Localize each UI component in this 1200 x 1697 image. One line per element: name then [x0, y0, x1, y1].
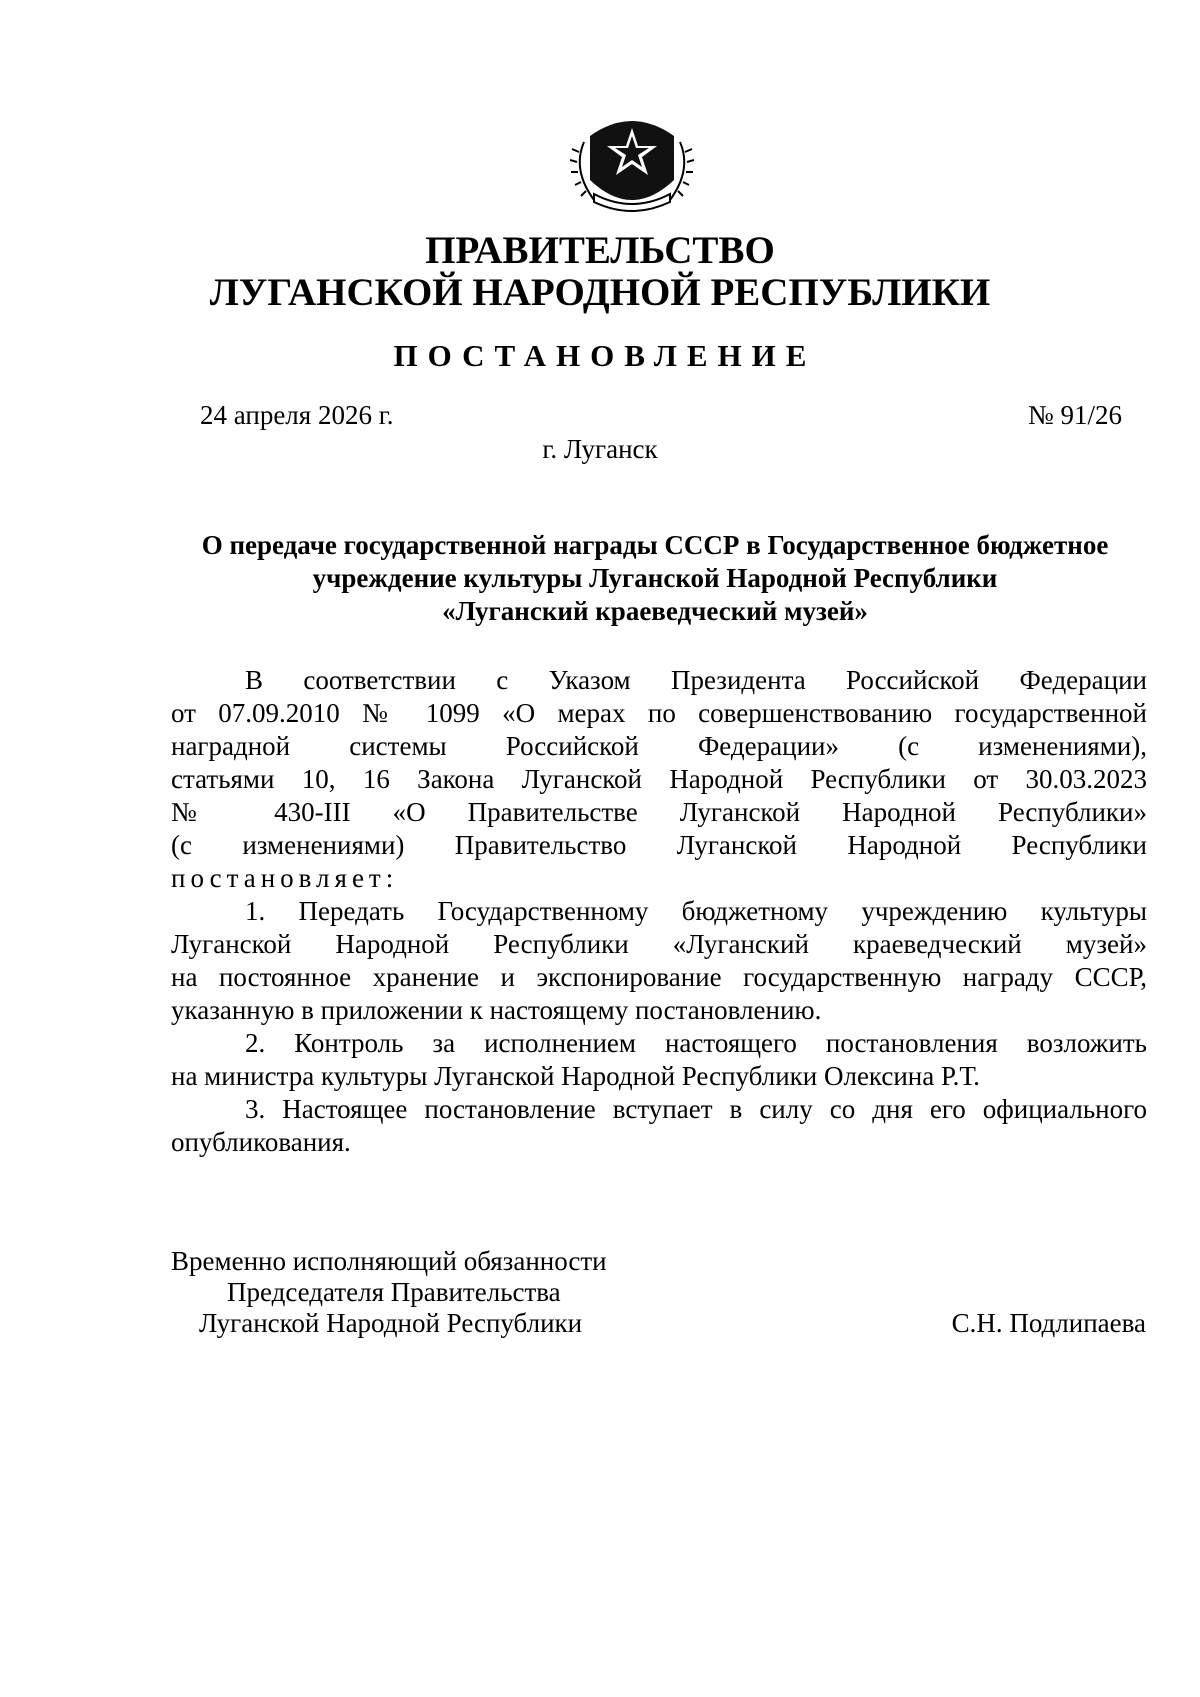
signatory-position: [171, 1246, 691, 1339]
preamble-line: В соответствии с Указом Президента Российской Федерации: [245, 665, 1147, 695]
item-3-line: опубликования.: [171, 1127, 351, 1157]
preamble-line: статьями 10, 16 Закона Луганской Народной Республики от 30.03.2023: [171, 764, 1147, 794]
item-2-line: 2. Контроль за исполнением настоящего постановления возложить: [245, 1028, 1147, 1058]
preamble-line: № 430-III «О Правительстве Луганской Народной Республики»: [171, 797, 1147, 827]
preamble-line: от 07.09.2010 № 1099 «О мерах по совершенствованию государственной: [171, 698, 1147, 728]
signatory-position-line: Временно исполняющий обязанности: [171, 1246, 607, 1276]
item-1-line: 1. Передать Государственному бюджетному учреждению культуры: [245, 896, 1147, 926]
item-1-line: на постоянное хранение и экспонирование государственную награду СССР,: [171, 962, 1147, 992]
preamble-line: наградной системы Российской Федерации» (с изменениями),: [171, 731, 1147, 761]
document-body: [171, 664, 1147, 1159]
subject-line: «Луганский краеведческий музей»: [442, 596, 868, 626]
item-1-line: Луганской Народной Республики «Луганский краеведческий музей»: [171, 929, 1147, 959]
coat-of-arms-emblem: [570, 108, 694, 220]
document-type-heading: ПОСТАНОВЛЕНИЕ: [393, 338, 817, 373]
subject-line: учреждение культуры Луганской Народной Республики: [312, 563, 998, 593]
signatory-position-line: Председателя Правительства: [227, 1277, 561, 1307]
document-date: 24 апреля 2026 г.: [200, 400, 394, 430]
subject-line: О передаче государственной награды СССР в Государственное бюджетное: [201, 530, 1109, 560]
government-title-line-2: ЛУГАНСКОЙ НАРОДНОЙ РЕСПУБЛИКИ: [209, 271, 991, 314]
document-city: г. Луганск: [542, 434, 658, 464]
item-2-line: на министра культуры Луганской Народной Республики Олексина Р.Т.: [171, 1061, 980, 1091]
signatory-name: С.Н. Подлипаева: [951, 1308, 1146, 1338]
government-title-line-1: ПРАВИТЕЛЬСТВО: [425, 229, 775, 272]
document-number: № 91/26: [1027, 400, 1122, 430]
decree-word: постановляет:: [171, 863, 399, 893]
item-3-line: 3. Настоящее постановление вступает в силу со дня его официального: [245, 1094, 1147, 1124]
document-subject: [160, 529, 1150, 628]
item-1-line: указанную в приложении к настоящему постановлению.: [171, 995, 822, 1025]
signatory-position-line: Луганской Народной Республики: [199, 1308, 583, 1338]
preamble-line: (с изменениями) Правительство Луганской Народной Республики: [171, 830, 1147, 860]
